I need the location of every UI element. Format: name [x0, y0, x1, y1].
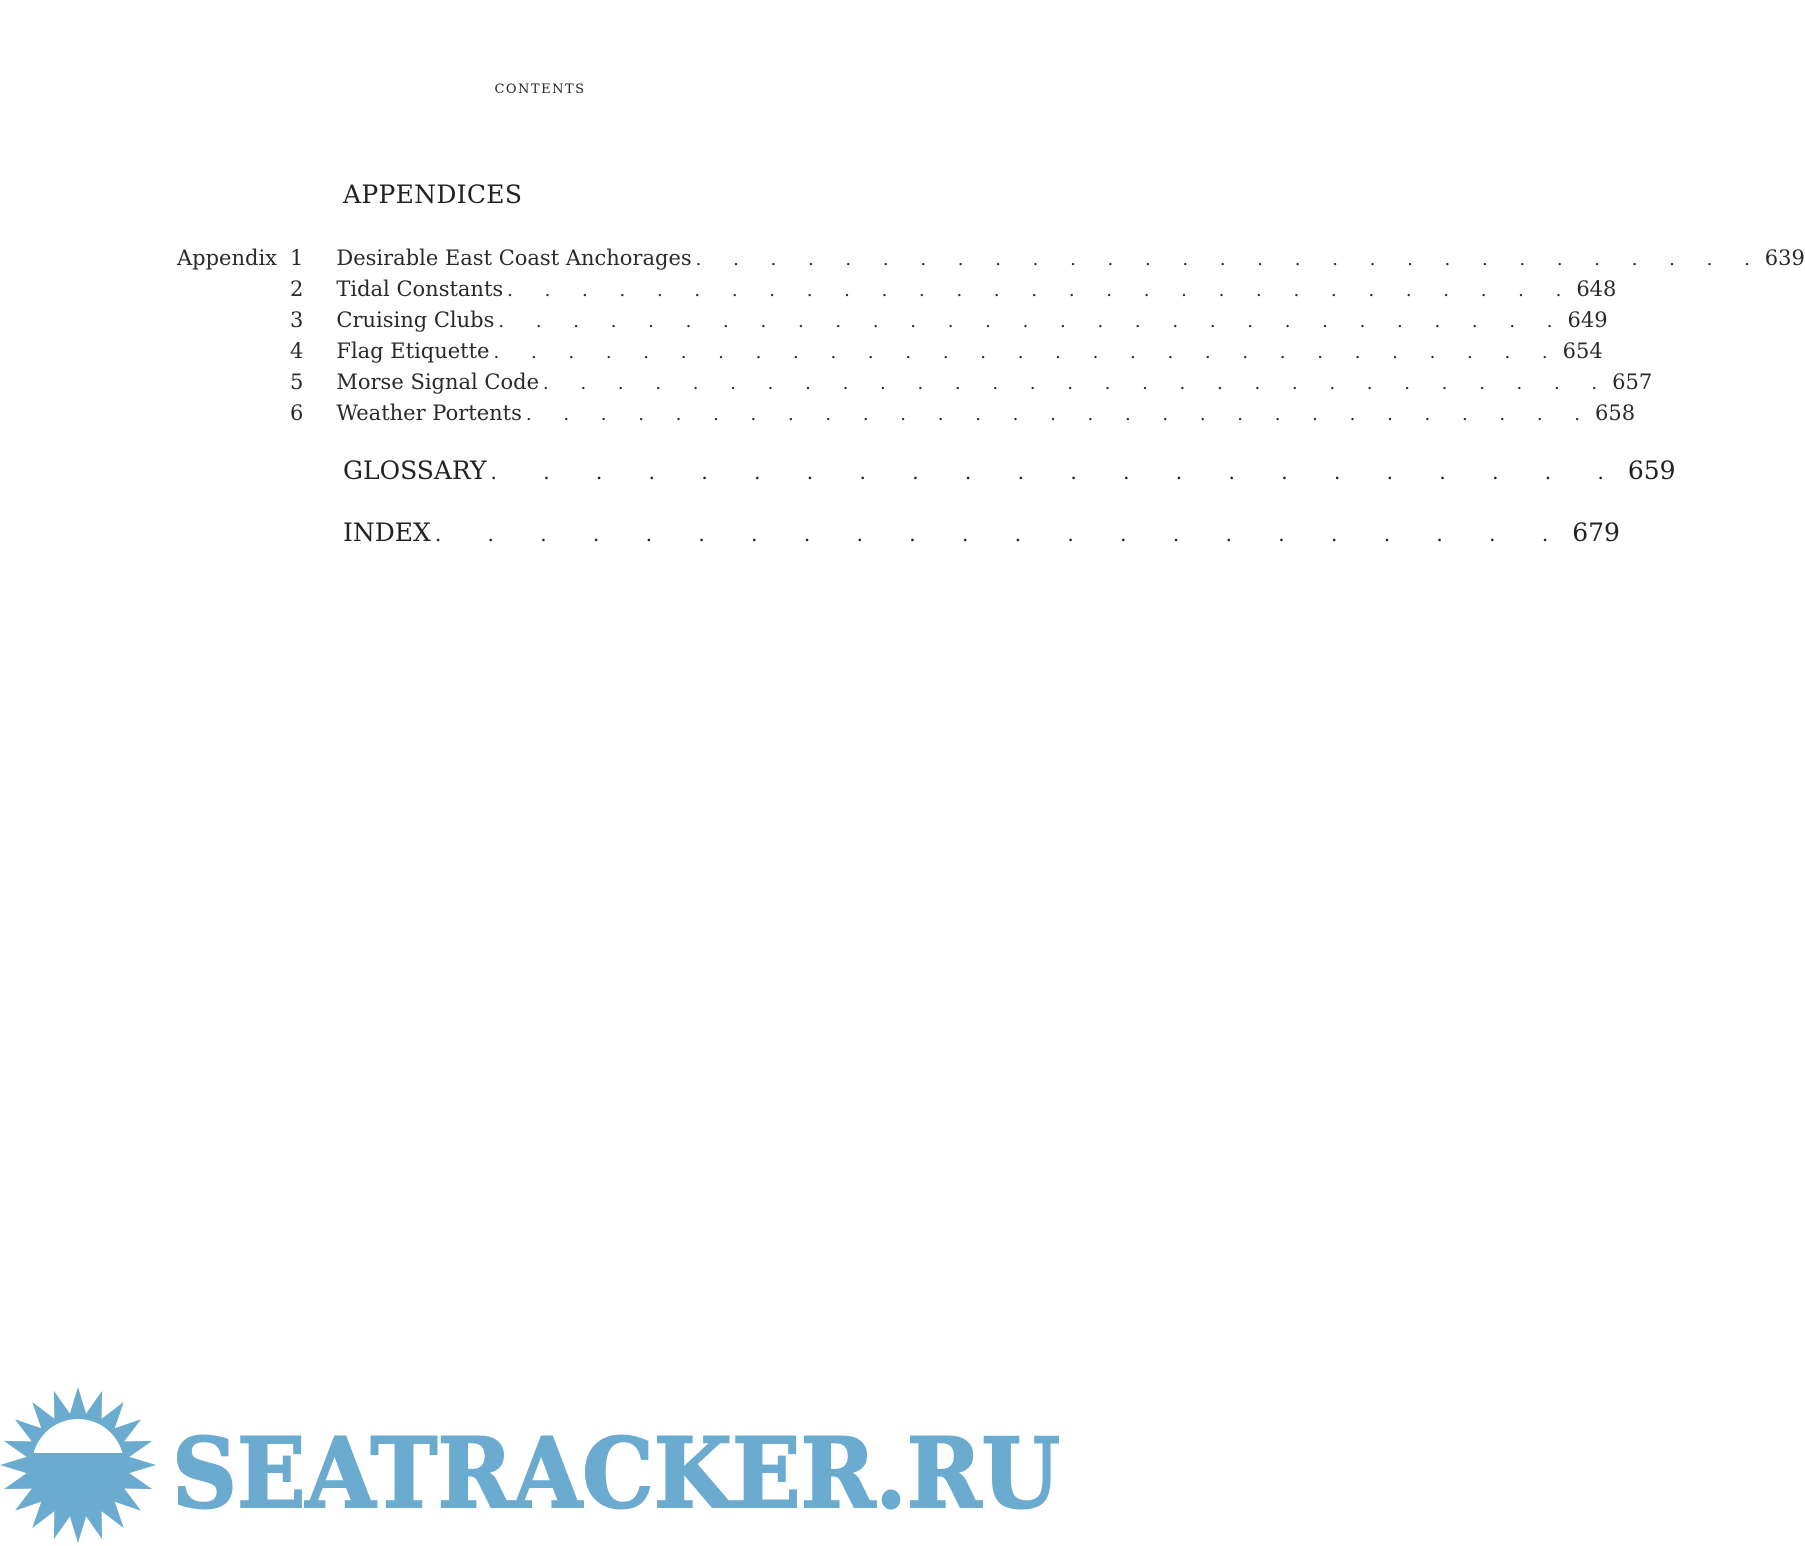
index-title: INDEX: [343, 518, 431, 547]
toc-entry[interactable]: [290, 277, 1617, 307]
dot-leader: . . . . . . . . . . . . . . . . . . . . . .: [490, 460, 1624, 484]
toc-entry[interactable]: [290, 401, 1636, 431]
entry-title: Weather Portents: [336, 401, 522, 425]
glossary-entry[interactable]: [343, 456, 1676, 485]
entry-number: 1: [290, 246, 304, 270]
entry-page: 654: [1562, 339, 1603, 363]
entry-number: 4: [290, 339, 304, 363]
toc-entry[interactable]: [290, 370, 1653, 400]
watermark-text: SEATRACKER.RU: [172, 1417, 1060, 1530]
entry-page: 657: [1612, 370, 1653, 394]
index-page: 679: [1572, 518, 1620, 547]
entry-number: 5: [290, 370, 304, 394]
dot-leader: . . . . . . . . . . . . . . . . . . . . . .: [434, 522, 1569, 546]
entry-title: Desirable East Coast Anchorages: [336, 246, 692, 270]
appendix-label: Appendix: [177, 246, 278, 270]
entry-page: 639: [1764, 246, 1805, 270]
entry-number: 3: [290, 308, 304, 332]
entry-title: Flag Etiquette: [336, 339, 490, 363]
index-entry[interactable]: [343, 518, 1620, 547]
glossary-page: 659: [1627, 456, 1676, 485]
running-head: contents: [494, 76, 586, 98]
dot-leader: . . . . . . . . . . . . . . . . . . . . . . . . . . . . .: [493, 342, 1561, 363]
entry-number: 2: [290, 277, 304, 301]
toc-entry[interactable]: [290, 339, 1603, 369]
toc-entry[interactable]: [290, 308, 1608, 338]
entry-title: Tidal Constants: [336, 277, 504, 301]
dot-leader: . . . . . . . . . . . . . . . . . . . . . . . . . . . . .: [507, 280, 1575, 301]
appendices-title: APPENDICES: [343, 180, 523, 209]
entry-page: 658: [1595, 401, 1636, 425]
entry-number: 6: [290, 401, 304, 425]
dot-leader: . . . . . . . . . . . . . . . . . . . . . . . . . . . . .: [695, 249, 1763, 270]
watermark-logo: [0, 1385, 1080, 1546]
dot-leader: . . . . . . . . . . . . . . . . . . . . . . . . . . . . .: [498, 311, 1566, 332]
glossary-title: GLOSSARY: [343, 456, 487, 485]
entry-page: 649: [1567, 308, 1608, 332]
entry-title: Morse Signal Code: [336, 370, 540, 394]
dot-leader: . . . . . . . . . . . . . . . . . . . . . . . . . . . . .: [525, 404, 1594, 425]
entry-title: Cruising Clubs: [336, 308, 495, 332]
toc-entry[interactable]: [290, 246, 1805, 276]
entry-page: 648: [1576, 277, 1617, 301]
dot-leader: . . . . . . . . . . . . . . . . . . . . . . . . . . . . .: [543, 373, 1611, 394]
sun-icon: [0, 1387, 156, 1543]
